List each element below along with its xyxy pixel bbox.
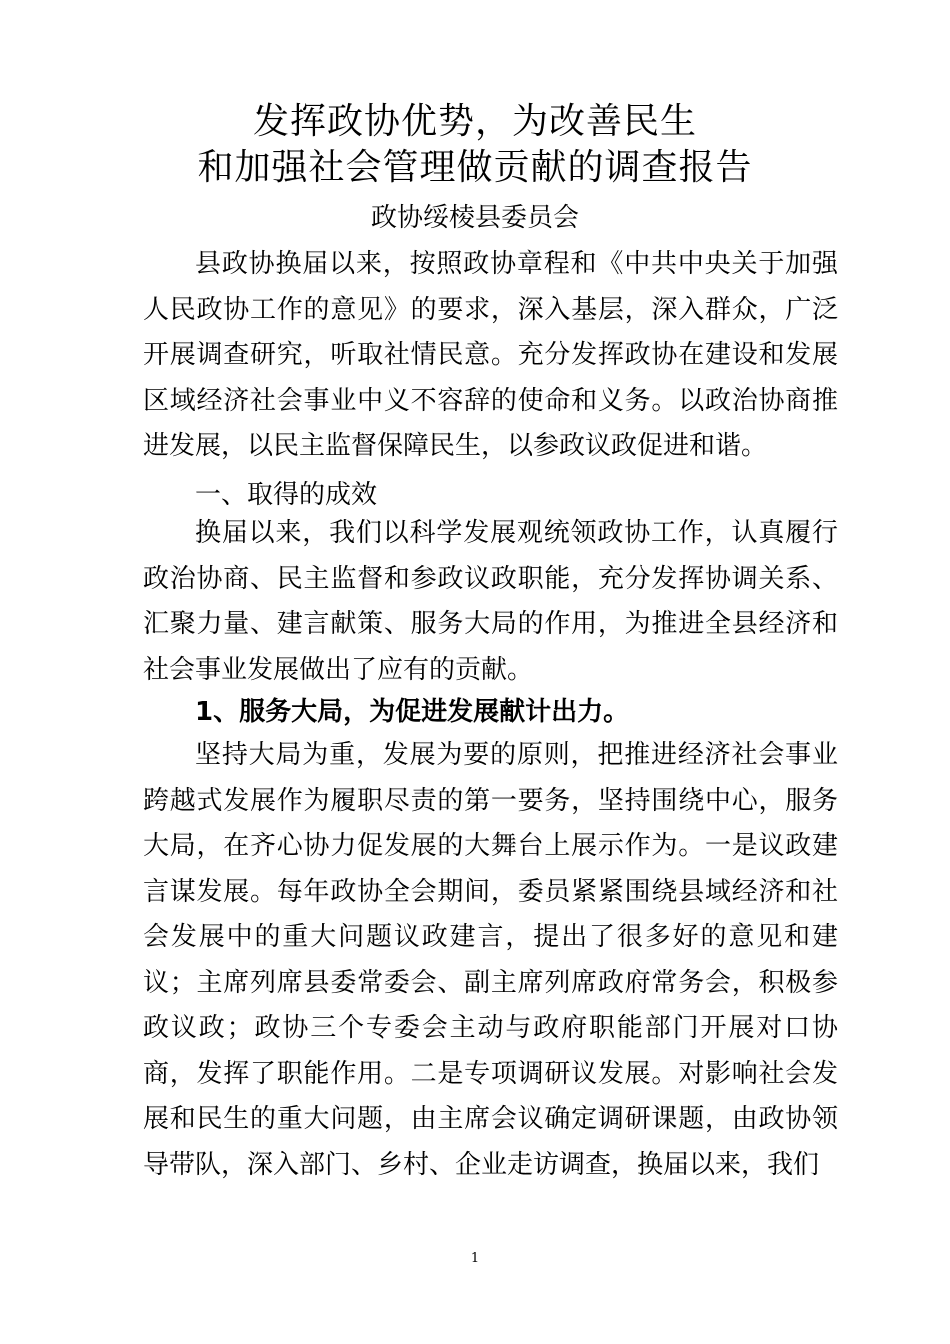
document-title-line-1: 发挥政协优势，为改善民生: [252, 101, 697, 142]
document-title-line-2: 和加强社会管理做贡献的调查报告: [197, 147, 753, 188]
service-paragraph: 坚持大局为重，发展为要的原则，把推进经济社会事业跨越式发展作为履职尽责的第一要务，坚持围绕中心，服务大局，在齐心协力促发展的大舞台上展示作为。一是议政建言谋发展。每年政协全会期间，委员紧紧围绕县域经济和社会发展中的重大问题议政建言，提出了很多好的意见和建议；主席列席县委常委会、副主席列席政府常务会，积极参政议政；政协三个专委会主动与政府职能部门开展对口协商，发挥了职能作用。二是专项调研议发展。对影响社会发展和民生的重大问题，由主席会议确定调研课题，由政协领导带队，深入部门、乡村、企业走访调查，换届以来，我们: [143, 740, 838, 1180]
section-heading-achievements: 一、取得的成效: [195, 480, 378, 510]
achievements-paragraph: 换届以来，我们以科学发展观统领政协工作，认真履行政治协商、民主监督和参政议政职能，充分发挥协调关系、汇聚力量、建言献策、服务大局的作用，为推进全县经济和社会事业发展做出了应有的贡献。: [143, 518, 838, 685]
subheading-service: 1、服务大局，为促进发展献计出力。: [195, 697, 630, 727]
document-author: 政协绥棱县委员会: [370, 203, 579, 233]
intro-paragraph: 县政协换届以来，按照政协章程和《中共中央关于加强人民政协工作的意见》的要求，深入基层，深入群众，广泛开展调查研究，听取社情民意。充分发挥政协在建设和发展区域经济社会事业中义不容辞的使命和义务。以政治协商推进发展，以民主监督保障民生，以参政议政促进和谐。: [143, 249, 838, 461]
page-number: 1: [470, 1251, 480, 1266]
